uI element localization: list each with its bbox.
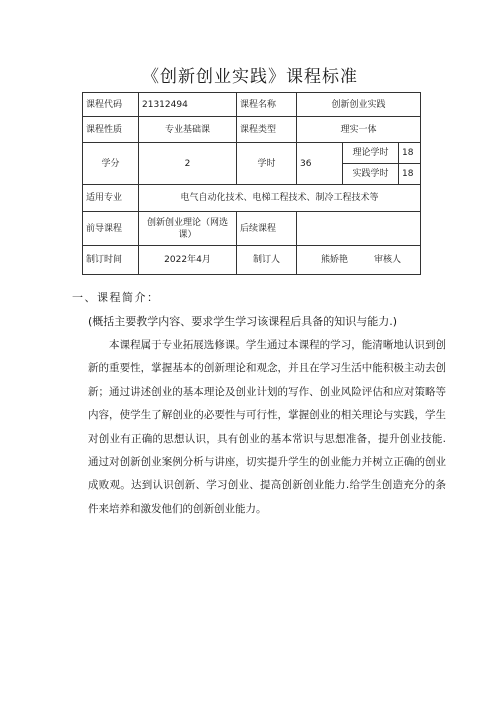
date-value: 2022年4月 bbox=[139, 246, 237, 275]
course-type-label: 课程类型 bbox=[237, 117, 297, 143]
theory-hours-label: 理论学时 bbox=[343, 143, 399, 164]
author-value: 熊娇艳 bbox=[321, 255, 349, 265]
table-row bbox=[83, 212, 421, 246]
table-row bbox=[83, 93, 421, 117]
date-label: 制订时间 bbox=[83, 246, 139, 275]
course-code-value: 21312494 bbox=[139, 93, 237, 117]
course-type-value: 理实一体 bbox=[297, 117, 421, 143]
course-name-label: 课程名称 bbox=[237, 93, 297, 117]
hours-value: 36 bbox=[297, 143, 343, 185]
table-row bbox=[83, 143, 421, 164]
table-row bbox=[83, 246, 421, 275]
prereq-value: 创新创业理论（网选课） bbox=[139, 212, 237, 246]
table-row bbox=[83, 185, 421, 212]
document-title: 《创新创业实践》课程标准 bbox=[142, 67, 358, 87]
section-outline-note: (概括主要教学内容、要求学生学习该课程后具备的知识与能力.) bbox=[88, 315, 398, 328]
author-label: 制订人 bbox=[237, 246, 297, 275]
followup-label: 后续课程 bbox=[237, 212, 297, 246]
hours-label: 学时 bbox=[237, 143, 297, 185]
course-name-value: 创新创业实践 bbox=[297, 93, 421, 117]
majors-label: 适用专业 bbox=[83, 185, 139, 212]
majors-value: 电气自动化技术、电梯工程技术、制冷工程技术等 bbox=[139, 185, 421, 212]
followup-value bbox=[297, 212, 421, 246]
course-code-label: 课程代码 bbox=[83, 93, 139, 117]
course-nature-label: 课程性质 bbox=[83, 117, 139, 143]
table-row bbox=[83, 117, 421, 143]
course-nature-value: 专业基础课 bbox=[139, 117, 237, 143]
credit-label: 学分 bbox=[83, 143, 139, 185]
credit-value: 2 bbox=[139, 143, 237, 185]
practice-hours-value: 18 bbox=[399, 164, 421, 185]
course-intro-paragraph: 本课程属于专业拓展选修课。学生通过本课程的学习，能清晰地认识到创新的重要性，掌握基本的创新理论和观念，并且在学习生活中能积极主动去创新；通过讲述创业的基本理论及创业计划的写作、创业风险评估和应对策略等内容，使学生了解创业的必要性与可行性，掌握创业的相关理论与实践，学生对创业有正确的思想认识，具有创业的基本常识与思想准备，提升创业技能.通过对创新创业案例分析与讲座，切实提升学生的创业能力并树立正确的创业成败观。达到认识创新、学习创业、提高创新创业能力.给学生创造充分的条件来培养和激发他们的创新创业能力。 bbox=[88, 339, 446, 515]
practice-hours-label: 实践学时 bbox=[343, 164, 399, 185]
author-reviewer-cell bbox=[297, 246, 421, 275]
section-heading: 一、课程简介： bbox=[72, 291, 160, 304]
theory-hours-value: 18 bbox=[399, 143, 421, 164]
reviewer-label: 审核人 bbox=[374, 255, 402, 265]
prereq-label: 前导课程 bbox=[83, 212, 139, 246]
course-info-table bbox=[82, 92, 421, 275]
